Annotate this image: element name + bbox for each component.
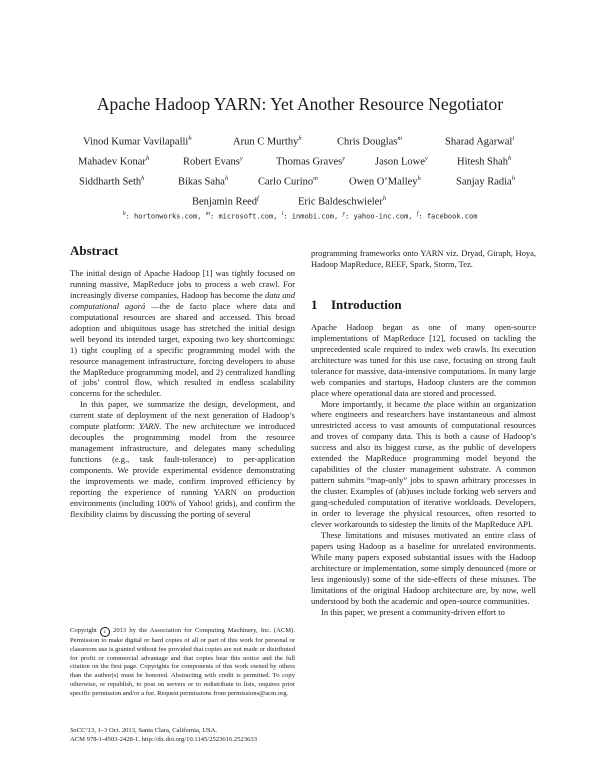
left-column [70,243,295,520]
text-run: In this paper, we summarize the design, development, and current state of deployment of the next generation of Hadoop’s compute platform: [70,399,295,432]
text-run: More importantly, it became [321,398,424,409]
intro-paragraph [311,399,536,530]
author-affiliation-mark: m [397,135,403,142]
emphasis-text: the [423,398,434,409]
author-name: Siddharth Seth [79,176,142,188]
affiliation-mark: f [416,211,419,217]
section-title: Introduction [331,296,402,312]
author [83,135,192,148]
affiliation-domain: microsoft.com [218,212,274,221]
venue-info [70,727,295,745]
section-number: 1 [311,296,318,312]
author [337,135,402,148]
author [457,155,511,168]
author-name: Chris Douglas [337,136,398,148]
author-name: Eric Baldeschwieler [298,196,383,208]
author-name: Benjamin Reed [192,196,258,208]
author [375,155,428,168]
author [233,135,302,148]
author-affiliation-mark: y [424,155,428,162]
copyright-text: 2013 by the Association for Computing Machinery, Inc. (ACM). Permission to make digital or hard copies of all or part of this work for personal or classroom use is granted without fee provided that copies are not made or distributed for profit or commercial advantage and that copies bear this notice and the full citation on the first page. Copyrights for components of this work owned by others than the author(s) must be honored. Abstracting with credit is permitted. To copy otherwise, or republish, to post on servers or to redistribute to lists, requires prior specific permission and/or a fee. Request permissions from permissions@acm.org. [70,627,295,697]
copyright-lead: Copyright [70,627,97,634]
emphasis-text: data and computational agorá [70,289,295,311]
affiliation-mark: m [205,211,211,217]
author [78,155,149,168]
venue-name: SoCC’13 [70,727,95,734]
author-name: Bikas Saha [178,176,225,188]
emphasis-text: YARN [138,421,160,432]
affiliation-domain: hortonworks.com [134,212,198,221]
affiliation-mark: h [122,211,126,217]
author-affiliation-mark: h [417,175,421,182]
copyright-icon: c [100,627,110,637]
affiliation-line: $^h$: hortonworks.com, $^m$: microsoft.com, $^i$: inmobi.com, $^y$: yahoo-inc.com, $^f$: facebook.com [122,211,478,221]
intro-paragraph: Apache Hadoop began as one of many open-source implementations of MapReduce [12], focused on tackling the unprecedented scale required to index web crawls. Its execution architecture was tuned for this use case, focusing on strong fault tolerance for massive, data-intensive computations. In many large web companies and startups, Hadoop clusters are the common place where operational data are stored and processed. [311,321,536,398]
isbn-doi: ACM 978-1-4503-2428-1. http://dx.doi.org/10.1145/2523616.2523633 [70,735,258,743]
intro-paragraph: In this paper, we present a community-driven effort to [321,606,505,617]
author-affiliation-mark: h [145,155,150,162]
text-run: —the de facto place where data and computational resources are shared and accessed. This broad adoption and ubiquitous usage has stretched the initial design well beyond its intended target, exposing two key shortcomings: 1) tight coupling of a specific programming model with the resource management infrastructure, forcing developers to abuse the MapReduce programming model, and 2) centralized handling of jobs’ control flow, which resulted in endless scalability concerns for the scheduler. [70,300,295,399]
intro-paragraph: These limitations and misuses motivated an entire class of papers using Hadoop as a baseline for unrelated environments. While many papers exposed substantial issues with the Hadoop architecture or implementation, some simply denounced (more or less ingeniously) some of the side-effects of these misuses. The limitations of the original Hadoop architecture are, by now, well understood by both the academic and open-source communities. [311,529,536,606]
text-run: . The new architecture we introduced decouples the programming model from the resource management infrastructure, and delegates many scheduling functions (e.g., task fault-tolerance) to per-application components. We provide experimental evidence demonstrating the improvements we made, confirm improved efficiency by reporting the experience of running YARN on production environments (including 100% of Yahoo! grids), and confirm the flexibility claims by discussing the porting of several [70,421,295,519]
right-column [311,248,536,618]
intro-heading [311,296,536,312]
paper-title: Apache Hadoop YARN: Yet Another Resource Negotiator [96,94,504,114]
author-name: Jason Lowe [375,156,425,168]
author-name: Mahadev Konar [78,156,146,168]
author-affiliation-mark: f [257,195,259,202]
author-affiliation-mark: m [313,175,318,182]
affiliation-domain: inmobi.com [291,212,334,221]
affiliation-domain: facebook.com [426,212,478,221]
text-run: The initial design of Apache Hadoop [1] was tightly focused on running massive, MapReduce jobs to process a web crawl. For increasingly diverse companies, Hadoop has become the [70,267,295,300]
author-affiliation-mark: h [298,135,302,142]
author-name: Hitesh Shah [457,156,509,168]
author [349,175,421,188]
author-affiliation-mark: h [382,195,387,202]
author-name: Sanjay Radia [456,176,512,188]
author [192,195,259,208]
author-affiliation-mark: i [512,135,515,142]
author-affiliation-mark: h [188,135,192,142]
author-affiliation-mark: h [511,175,515,182]
author-affiliation-mark: y [239,155,243,162]
text-run: place within an organization where engineers and researchers have instantaneous and almost unrestricted access to vast amounts of computational resources and troves of company data. This is both a cause of Hadoop’s success and also its biggest curse, as the public of developers extended the MapReduce programming model beyond the capabilities of the cluster management substrate. A common pattern submits “map-only” jobs to spawn arbitrary processes in the cluster. Examples of (ab)uses include forking web servers and gang-scheduled computation of iterative workloads. Developers, in order to leverage the physical resources, often resorted to clever workarounds to sidestep the limits of the MapReduce API. [311,398,536,530]
author-name: Robert Evans [183,156,240,168]
author-affiliation-mark: h [224,175,229,182]
author [178,175,228,188]
author-list [0,135,600,215]
author-name: Thomas Graves [276,156,343,168]
abstract-paragraph [70,399,295,519]
author [445,135,514,148]
author [276,155,345,168]
author-row [0,155,600,175]
abstract-paragraph [70,268,295,399]
author-name: Arun C Murthy [233,136,299,148]
author [258,175,318,188]
copyright-notice [70,627,295,699]
author [298,195,386,208]
author [79,175,144,188]
author-row [0,175,600,195]
author-affiliation-mark: y [342,155,346,162]
venue-details: , 1–3 Oct. 2013, Santa Clara, California, USA. [94,727,218,734]
abstract-continuation: programming frameworks onto YARN viz. Dryad, Giraph, Hoya, Hadoop MapReduce, REEF, Spark, Storm, Tez. [311,248,536,269]
affiliation-mark: y [342,211,346,217]
abstract-heading: Abstract [70,243,119,258]
author [456,175,515,188]
author [183,155,243,168]
author-name: Owen O’Malley [349,176,418,188]
author-name: Carlo Curino [258,176,314,188]
author-name: Vinod Kumar Vavilapalli [83,136,189,148]
author-row [0,135,600,155]
affiliation-domain: yahoo-inc.com [353,212,409,221]
author-affiliation-mark: h [141,175,145,182]
affiliation-mark: i [281,211,284,217]
author-name: Sharad Agarwal [445,136,513,148]
author-affiliation-mark: h [508,155,512,162]
